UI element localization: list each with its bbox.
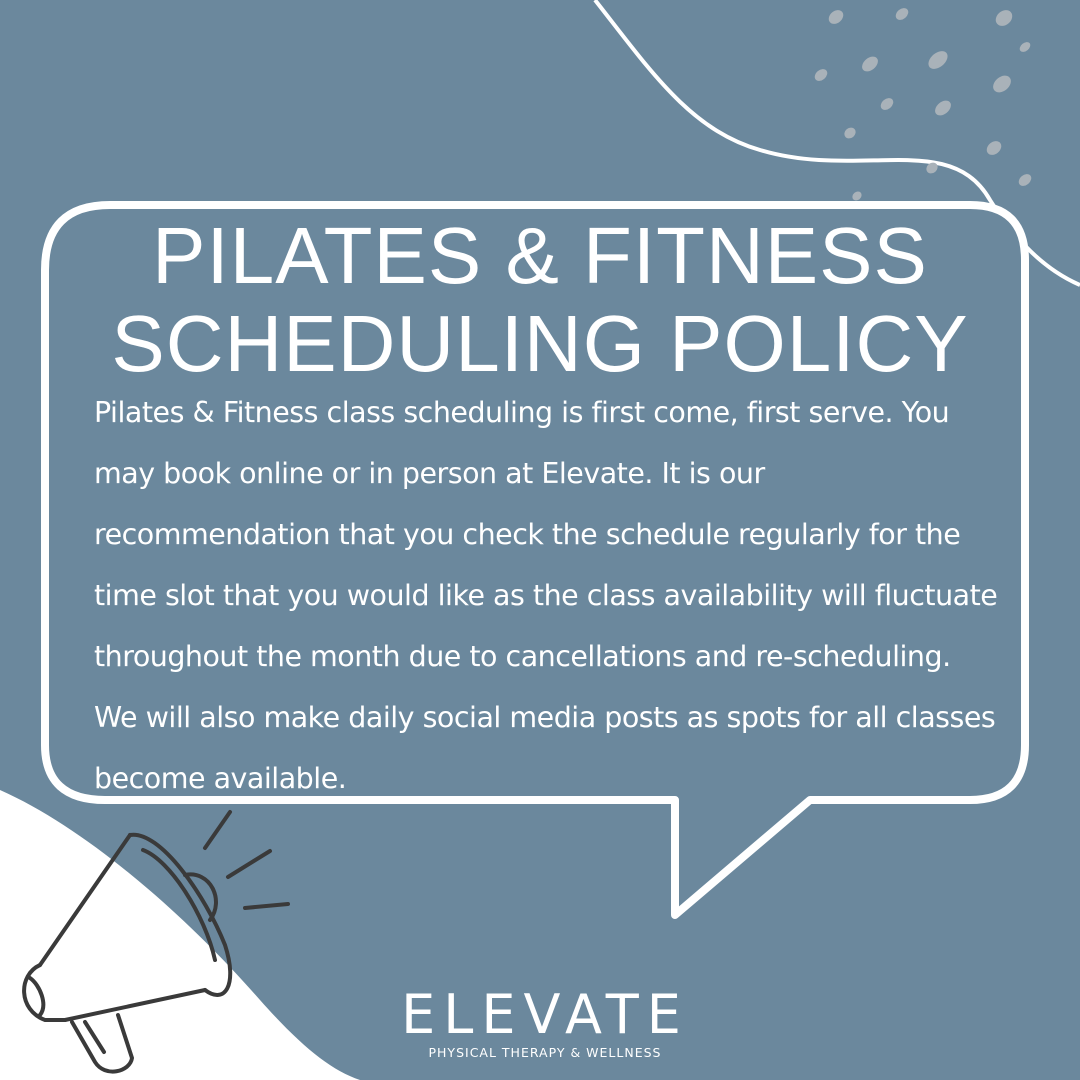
logo-wordmark: ELEVATE [401, 983, 689, 1046]
brand-logo [395, 985, 695, 1061]
decorative-dots [812, 6, 1033, 203]
policy-body-text: Pilates & Fitness class scheduling is first come, first serve. You may book online or in person at Elevate. It is our recommendation that you check the schedule regularly for the time slot that you would like as the class availability will fluctuate throughout the month due to cancellations and re-scheduling. We will also make daily social media posts as spots for all classes become available. [94, 396, 998, 795]
page-title: PILATES & FITNESS SCHEDULING POLICY [111, 211, 969, 388]
white-blob-shape [0, 790, 360, 1080]
logo-tagline: PHYSICAL THERAPY & WELLNESS [428, 1045, 662, 1060]
